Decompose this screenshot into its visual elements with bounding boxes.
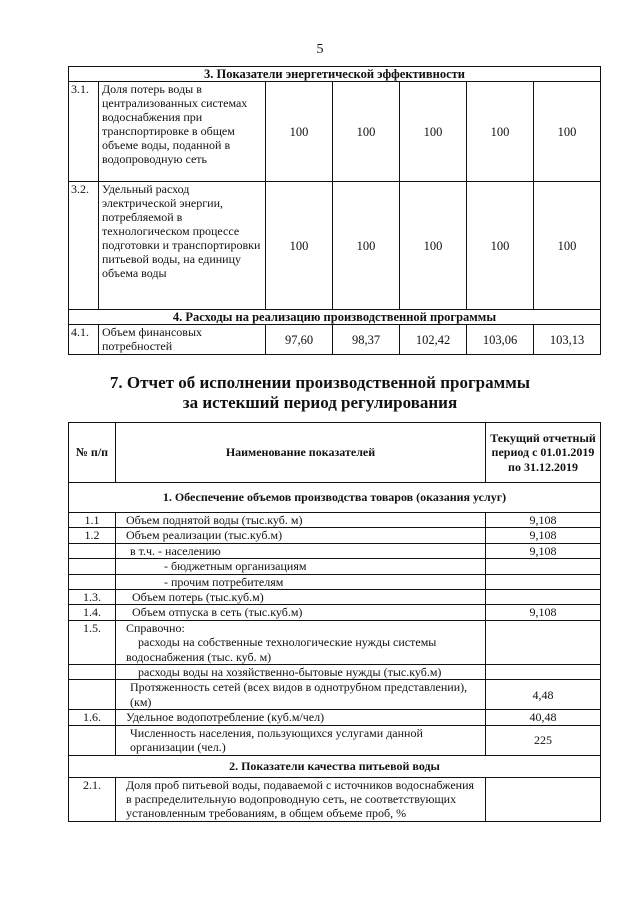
- indicator-name: Объем финансовых потребностей: [99, 325, 266, 355]
- value-cell: [486, 777, 601, 821]
- row-number: 1.1: [69, 513, 116, 528]
- value-cell: 103,13: [534, 325, 601, 355]
- indicator-name: Численность населения, пользующихся услугами данной организации (чел.): [116, 725, 486, 755]
- value-cell: 9,108: [486, 605, 601, 620]
- value-cell: [486, 665, 601, 680]
- indicator-subname: расходы на собственные технологические нужды системы водоснабжения (тыс. куб. м): [126, 635, 437, 664]
- indicator-name: Объем отпуска в сеть (тыс.куб.м): [116, 605, 486, 620]
- column-header-number: № п/п: [69, 423, 116, 483]
- row-number: 4.1.: [69, 325, 99, 355]
- value-cell: 9,108: [486, 528, 601, 543]
- row-number: [69, 543, 116, 558]
- value-cell: 100: [534, 82, 601, 182]
- page-number: 5: [316, 42, 324, 57]
- value-cell: 100: [333, 182, 400, 310]
- report-heading-line2: за истекший период регулирования: [182, 393, 458, 412]
- row-number: [69, 559, 116, 574]
- value-cell: 225: [486, 725, 601, 755]
- table-row: [69, 483, 601, 513]
- indicator-name: Удельное водопотребление (куб.м/чел): [116, 710, 486, 725]
- value-cell: 103,06: [467, 325, 534, 355]
- table-row: [69, 513, 601, 528]
- value-cell: 100: [467, 182, 534, 310]
- table-row: [69, 559, 601, 574]
- row-number: [69, 725, 116, 755]
- table-row: [69, 725, 601, 755]
- table-row: [69, 590, 601, 605]
- table-row: [69, 310, 601, 325]
- value-cell: 98,37: [333, 325, 400, 355]
- indicator-name: Протяженность сетей (всех видов в однотрубном представлении), (км): [116, 680, 486, 710]
- row-number: 3.1.: [69, 82, 99, 182]
- value-cell: 40,48: [486, 710, 601, 725]
- value-cell: 100: [266, 182, 333, 310]
- value-cell: [486, 590, 601, 605]
- table-row: [69, 665, 601, 680]
- row-number: [69, 574, 116, 589]
- section-2-header: 2. Показатели качества питьевой воды: [69, 755, 601, 777]
- indicator-name: Объем поднятой воды (тыс.куб. м): [116, 513, 486, 528]
- table-row: [69, 543, 601, 558]
- indicator-name: Доля проб питьевой воды, подаваемой с источников водоснабжения в распределительную водопроводную сеть, не соответствующих установленным требованиям, в общем объеме проб, %: [116, 777, 486, 821]
- row-number: 1.3.: [69, 590, 116, 605]
- value-cell: 102,42: [400, 325, 467, 355]
- indicator-name: Удельный расход электрической энергии, потребляемой в технологическом процессе подготовки и транспортировки питьевой воды, на единицу объема воды: [99, 182, 266, 310]
- row-number: [69, 680, 116, 710]
- table-row: [69, 777, 601, 821]
- section-1-header: 1. Обеспечение объемов производства товаров (оказания услуг): [69, 483, 601, 513]
- report-table: [68, 422, 601, 822]
- table-row: [69, 620, 601, 664]
- value-cell: 97,60: [266, 325, 333, 355]
- table-row: [69, 182, 601, 310]
- value-cell: [486, 574, 601, 589]
- table-row: [69, 605, 601, 620]
- report-heading-line1: 7. Отчет об исполнении производственной программы: [109, 373, 531, 392]
- column-header-name: Наименование показателей: [116, 423, 486, 483]
- row-number: 3.2.: [69, 182, 99, 310]
- section-4-header: 4. Расходы на реализацию производственной программы: [69, 310, 601, 325]
- value-cell: 100: [534, 182, 601, 310]
- value-cell: 9,108: [486, 513, 601, 528]
- indicator-name: - бюджетным организациям: [116, 559, 486, 574]
- table-row: [69, 710, 601, 725]
- row-number: 1.5.: [69, 620, 116, 664]
- indicator-name: [116, 620, 486, 664]
- row-number: 2.1.: [69, 777, 116, 821]
- table-row: [69, 755, 601, 777]
- indicator-name: Объем реализации (тыс.куб.м): [116, 528, 486, 543]
- table-row: [69, 574, 601, 589]
- table-header-row: [69, 423, 601, 483]
- reference-label: Справочно:: [126, 620, 185, 635]
- row-number: 1.4.: [69, 605, 116, 620]
- column-header-period: Текущий отчетный период с 01.01.2019 по 31.12.2019: [486, 423, 601, 483]
- indicator-name: - прочим потребителям: [116, 574, 486, 589]
- indicator-name: Доля потерь воды в централизованных системах водоснабжения при транспортировке в общем объеме воды, поданной в водопроводную сеть: [99, 82, 266, 182]
- value-cell: 100: [400, 182, 467, 310]
- table-row: [69, 325, 601, 355]
- table-row: [69, 82, 601, 182]
- row-number: 1.2: [69, 528, 116, 543]
- value-cell: 100: [333, 82, 400, 182]
- value-cell: 9,108: [486, 543, 601, 558]
- indicator-name: расходы воды на хозяйственно-бытовые нужды (тыс.куб.м): [116, 665, 486, 680]
- table-row: [69, 67, 601, 82]
- row-number: [69, 665, 116, 680]
- section-3-header: 3. Показатели энергетической эффективности: [69, 67, 601, 82]
- value-cell: 4,48: [486, 680, 601, 710]
- indicators-table: [68, 66, 601, 355]
- row-number: 1.6.: [69, 710, 116, 725]
- value-cell: 100: [467, 82, 534, 182]
- value-cell: [486, 620, 601, 664]
- value-cell: 100: [266, 82, 333, 182]
- indicator-name: в т.ч. - населению: [116, 543, 486, 558]
- table-row: [69, 528, 601, 543]
- table-row: [69, 680, 601, 710]
- value-cell: [486, 559, 601, 574]
- value-cell: 100: [400, 82, 467, 182]
- indicator-name: Объем потерь (тыс.куб.м): [116, 590, 486, 605]
